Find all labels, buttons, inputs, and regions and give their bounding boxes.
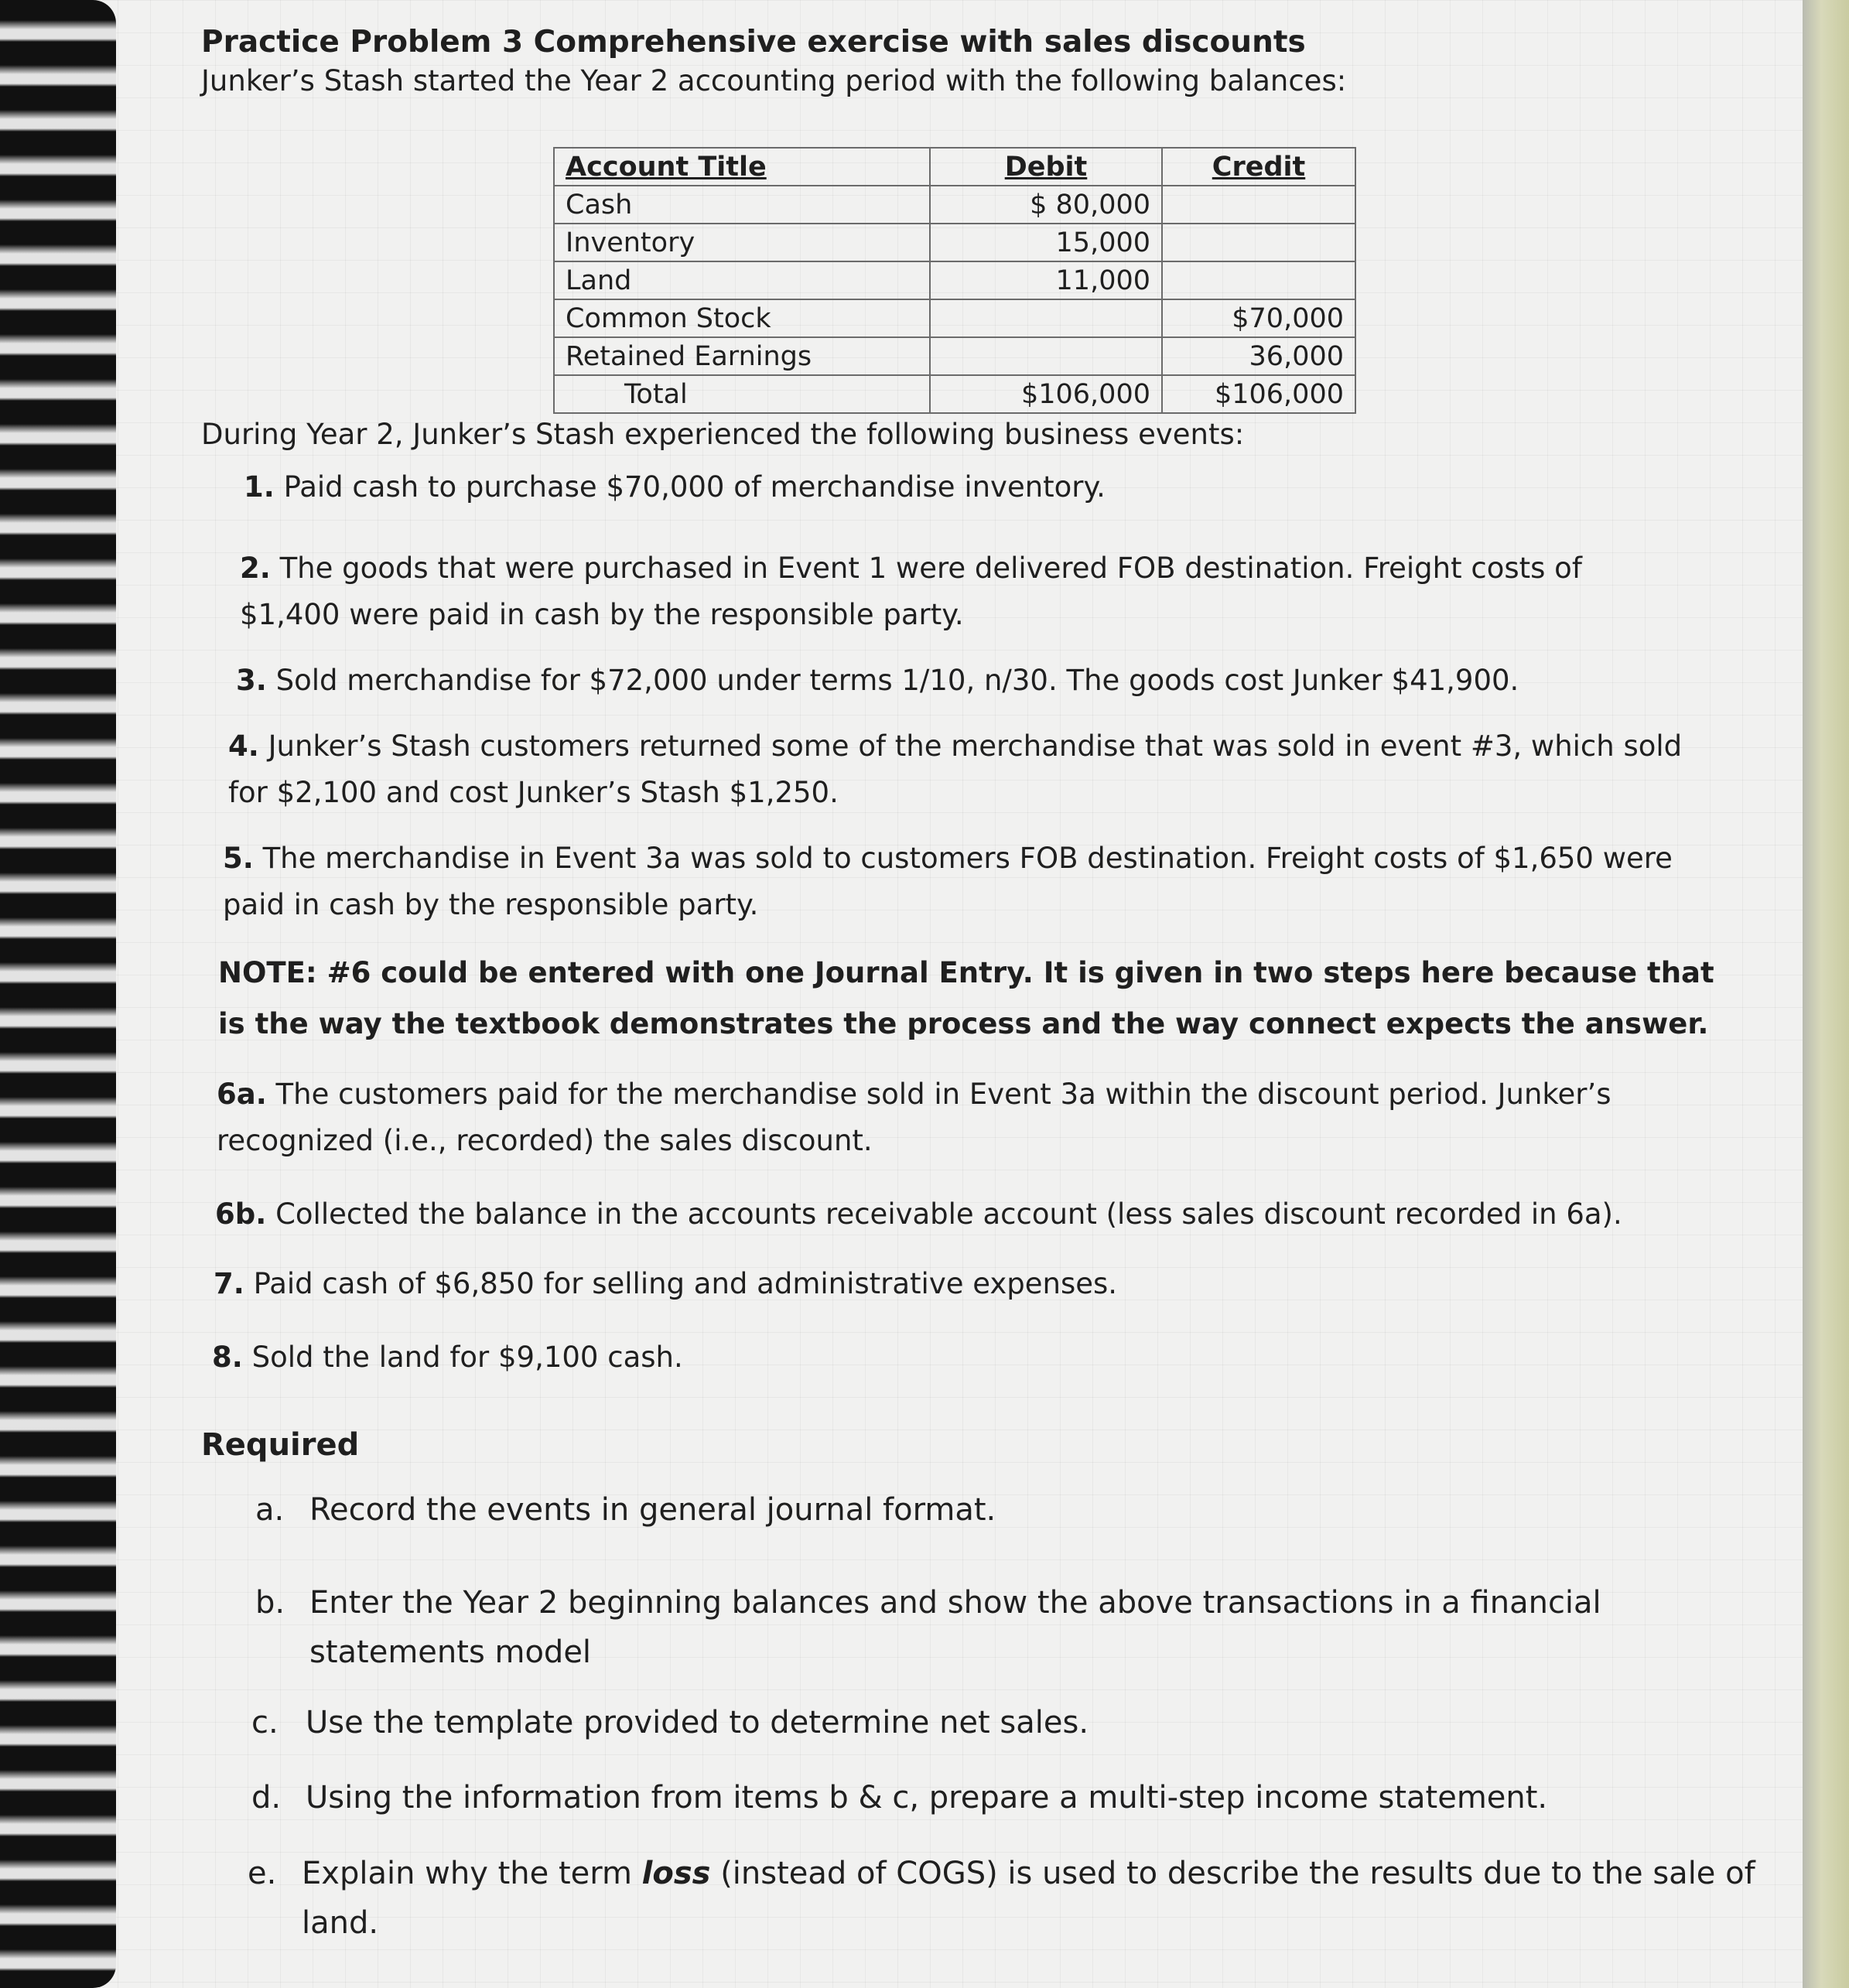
event-number: 1. (244, 470, 275, 504)
spiral-binding (0, 0, 116, 1988)
event-text: The goods that were purchased in Event 1 were delivered FOB destination. Freight costs of $1,400 were paid in cash by the responsible party. (240, 552, 1582, 631)
event-text: The customers paid for the merchandise sold in Event 3a within the discount period. Junker’s recognized (i.e., recorded) the sales discount. (217, 1078, 1611, 1157)
account-cell: Land (554, 261, 930, 299)
event-item-4 (228, 723, 1698, 816)
event-number: 7. (214, 1267, 244, 1300)
credit-cell (1162, 224, 1355, 261)
event-item-5 (223, 835, 1693, 928)
table-row (554, 224, 1355, 261)
event-item-3 (236, 658, 1752, 704)
required-item-a (255, 1485, 1725, 1535)
debit-cell: 11,000 (930, 261, 1162, 299)
event-item-8 (212, 1334, 1728, 1381)
total-label-cell: Total (554, 375, 930, 413)
intro-text: Junker’s Stash started the Year 2 accounting period with the following balances: (201, 64, 1347, 97)
debit-cell (930, 337, 1162, 375)
required-letter: e. (248, 1856, 277, 1891)
debit-cell: $ 80,000 (930, 186, 1162, 224)
account-cell: Common Stock (554, 299, 930, 337)
account-cell: Inventory (554, 224, 930, 261)
note-text: NOTE: #6 could be entered with one Journal Entry. It is given in two steps here because that is the way the textbook demonstrates the process and the way connect expects the answer. (218, 956, 1714, 1040)
credit-cell: 36,000 (1162, 337, 1355, 375)
required-text-after: (instead of COGS) is used to describe the results due to the sale of land. (302, 1856, 1755, 1941)
required-item-e (248, 1849, 1818, 1948)
required-item-b (255, 1578, 1702, 1677)
credit-cell: $70,000 (1162, 299, 1355, 337)
event-item-6a (217, 1071, 1733, 1164)
event-text: The merchandise in Event 3a was sold to customers FOB destination. Freight costs of $1,650 were paid in cash by the responsible party. (223, 842, 1673, 921)
total-debit-cell: $106,000 (930, 375, 1162, 413)
required-text: Using the information from items b & c, prepare a multi-step income statement. (306, 1780, 1548, 1816)
document-content (201, 23, 1779, 1941)
table-header-row (554, 148, 1355, 186)
required-emphasis: loss (641, 1856, 711, 1891)
required-text: Enter the Year 2 beginning balances and show the above transactions in a financial statements model (309, 1585, 1601, 1670)
event-number: 4. (228, 729, 259, 763)
event-number: 6a. (217, 1078, 267, 1111)
event-number: 8. (212, 1341, 243, 1374)
event-number: 3. (236, 664, 267, 697)
debit-cell (930, 299, 1162, 337)
required-text: Use the template provided to determine net sales. (306, 1705, 1089, 1740)
required-letter: d. (251, 1780, 282, 1816)
table-row (554, 186, 1355, 224)
event-text: Sold merchandise for $72,000 under terms 1/10, n/30. The goods cost Junker $41,900. (275, 664, 1519, 697)
header-debit: Debit (930, 148, 1162, 186)
required-letter: a. (255, 1492, 285, 1528)
total-credit-cell: $106,000 (1162, 375, 1355, 413)
required-letter: b. (255, 1585, 285, 1621)
debit-cell: 15,000 (930, 224, 1162, 261)
event-number: 2. (240, 552, 271, 585)
credit-cell (1162, 261, 1355, 299)
event-item-2 (240, 545, 1648, 638)
table-row (554, 299, 1355, 337)
beginning-balances-table (553, 147, 1356, 414)
event-text: Sold the land for $9,100 cash. (251, 1341, 683, 1374)
required-letter: c. (251, 1705, 279, 1740)
event-item-6b (215, 1191, 1762, 1238)
event-text: Collected the balance in the accounts receivable account (less sales discount recorded in 6a). (275, 1197, 1622, 1231)
event-text: Paid cash to purchase $70,000 of merchandise inventory. (283, 470, 1106, 504)
event-item-1 (244, 464, 1760, 511)
event-number: 5. (223, 842, 254, 875)
table-row (554, 261, 1355, 299)
account-cell: Retained Earnings (554, 337, 930, 375)
account-cell: Cash (554, 186, 930, 224)
credit-cell (1162, 186, 1355, 224)
required-text-before: Explain why the term (302, 1856, 642, 1891)
table-total-row (554, 375, 1355, 413)
required-item-d (251, 1773, 1721, 1822)
problem-title: Practice Problem 3 Comprehensive exercise with sales discounts (201, 25, 1306, 60)
event-text: Paid cash of $6,850 for selling and administrative expenses. (253, 1267, 1118, 1300)
events-intro: During Year 2, Junker’s Stash experienced the following business events: (201, 418, 1245, 451)
event-item-7 (214, 1261, 1730, 1307)
page-edge (1803, 0, 1849, 1988)
required-item-c (251, 1698, 1721, 1747)
table-row (554, 337, 1355, 375)
header-account-title: Account Title (554, 148, 930, 186)
header-credit: Credit (1162, 148, 1355, 186)
event-number: 6b. (215, 1197, 267, 1231)
required-text: Record the events in general journal format. (309, 1492, 996, 1528)
event-text: Junker’s Stash customers returned some of the merchandise that was sold in event #3, which sold for $2,100 and cost Junker’s Stash $1,250. (228, 729, 1683, 809)
required-heading: Required (201, 1427, 360, 1463)
